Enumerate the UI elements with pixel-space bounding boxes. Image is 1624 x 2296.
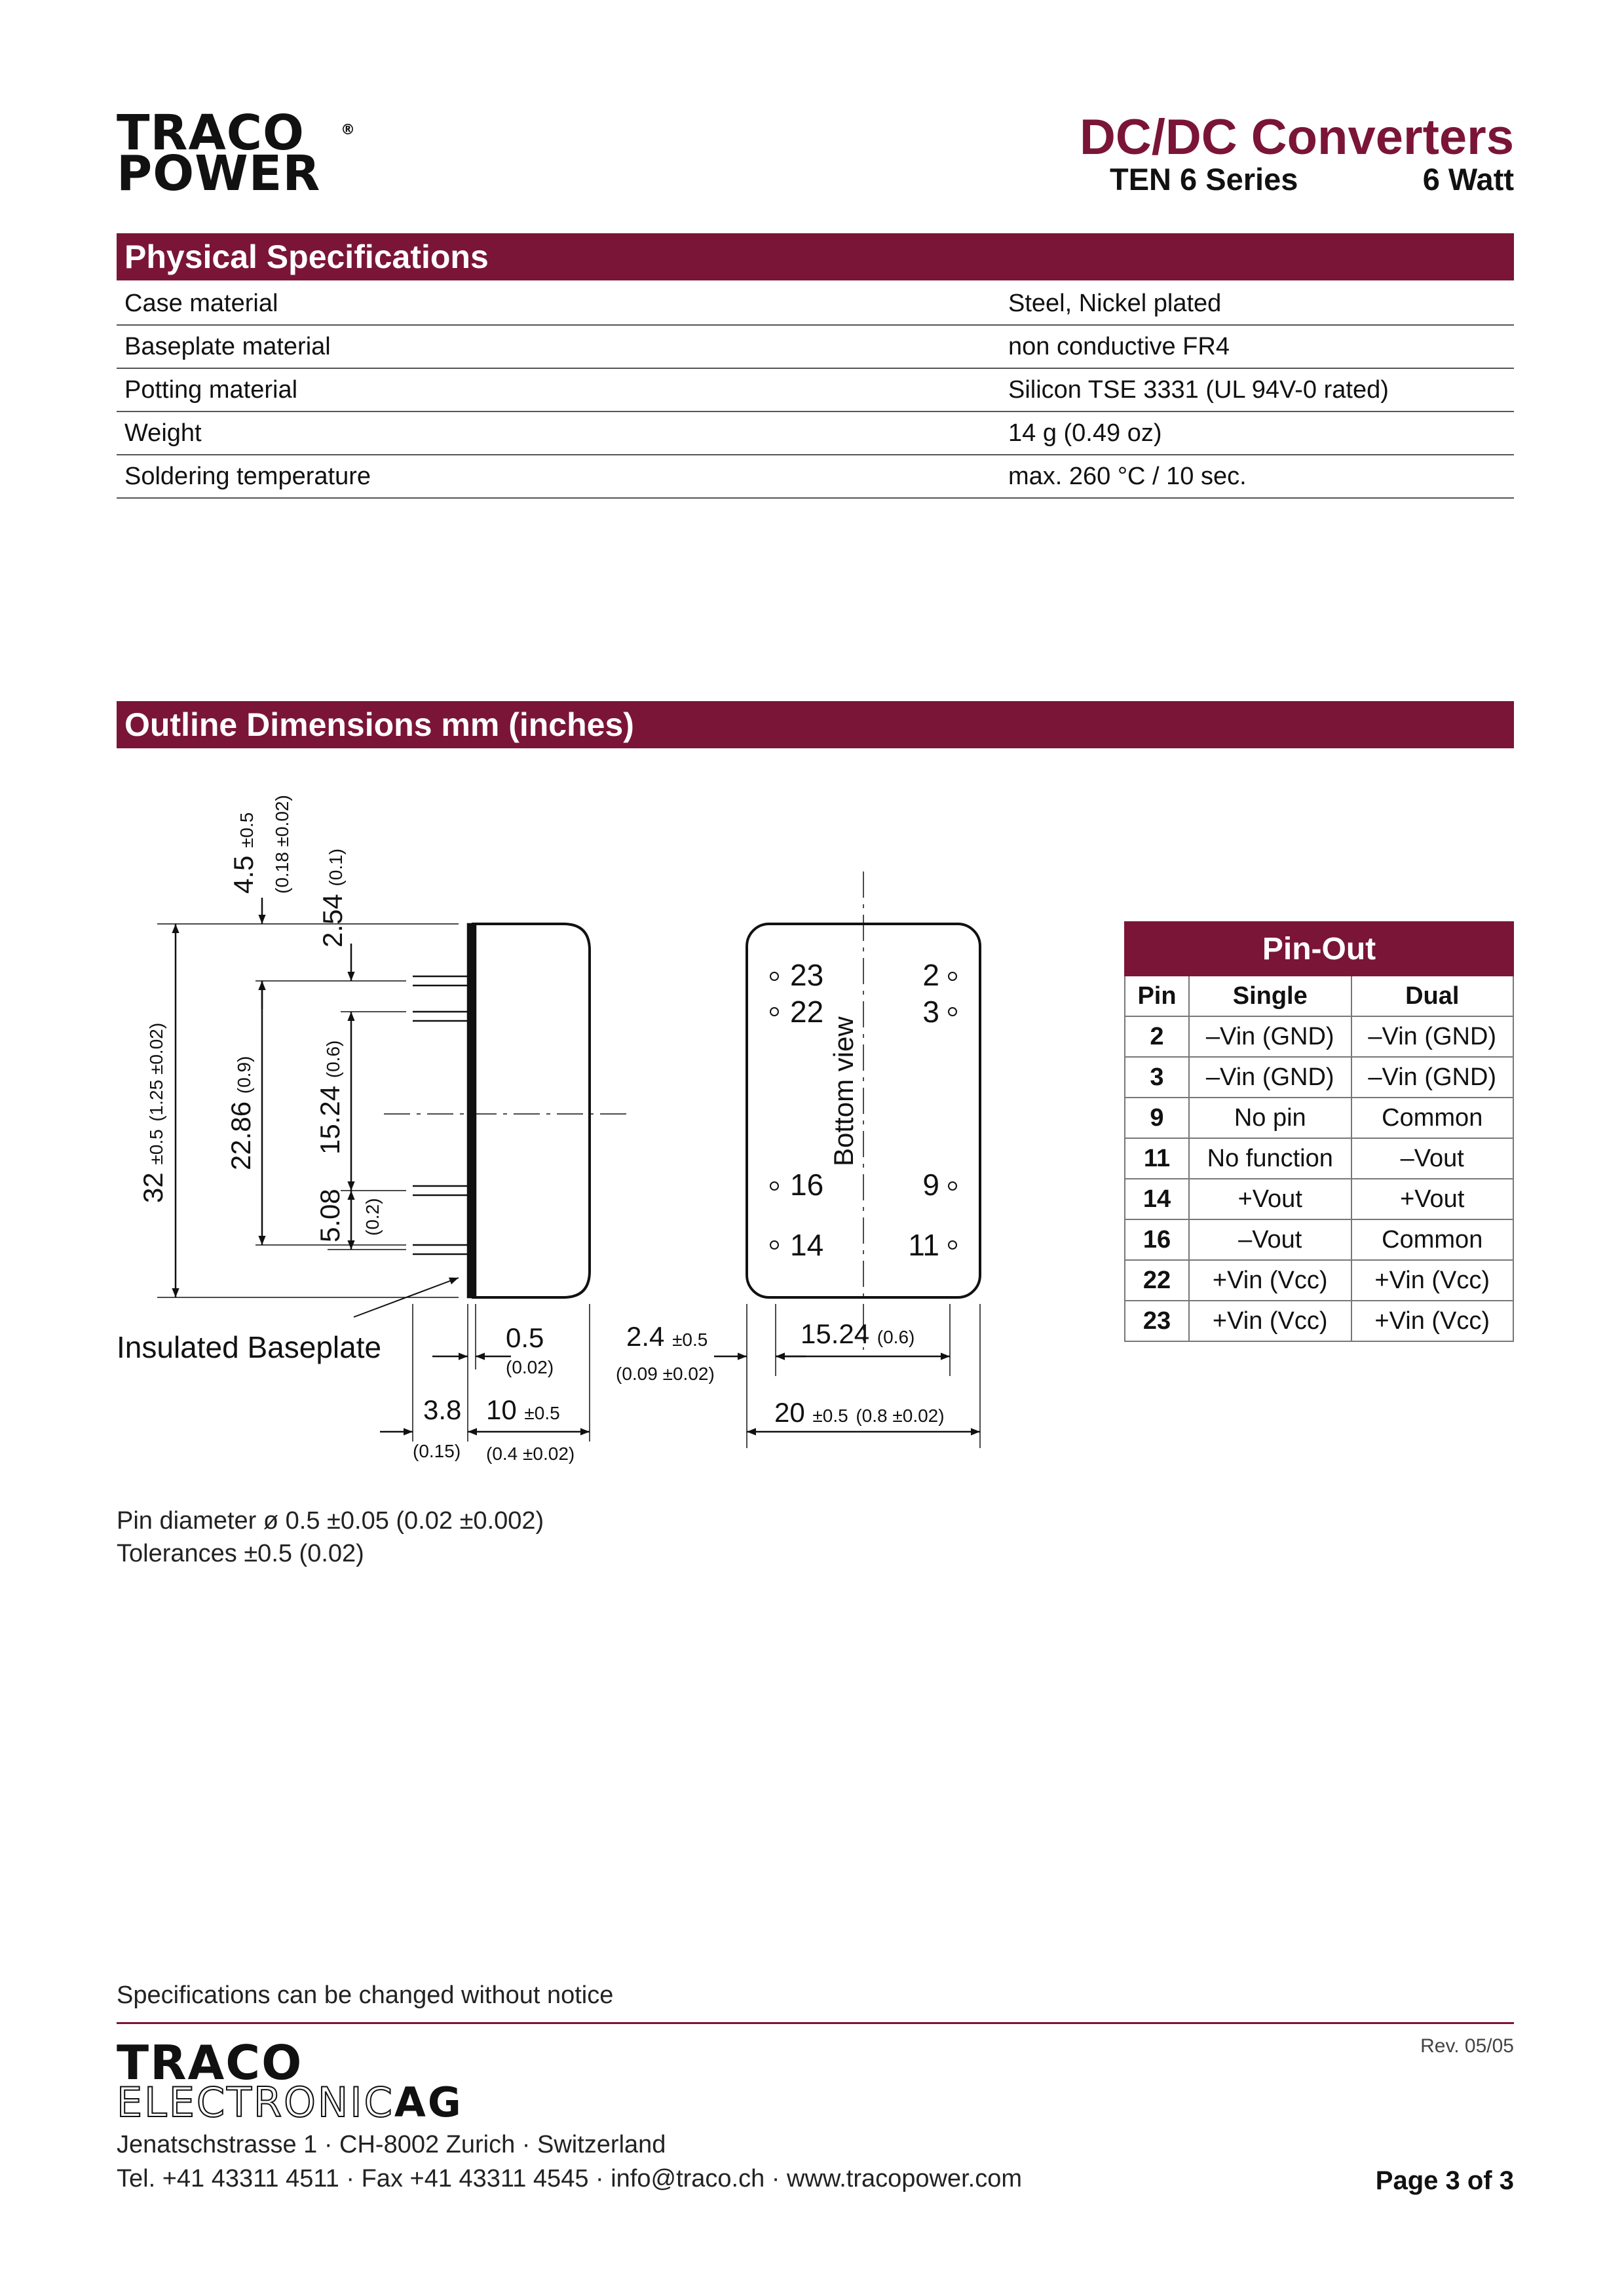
pin-label: 2 <box>922 958 939 992</box>
pin-single: –Vout <box>1189 1219 1351 1260</box>
dim-0-5-inch: (0.02) <box>506 1357 554 1377</box>
spec-label: Weight <box>117 411 1000 455</box>
pin-number: 3 <box>1125 1057 1189 1098</box>
outline-dimensions-heading: Outline Dimensions mm (inches) <box>117 701 1514 748</box>
pin-number: 9 <box>1125 1098 1189 1138</box>
dim-2-54: 2.54 (0.1) <box>317 849 348 947</box>
spec-label: Soldering temperature <box>117 455 1000 498</box>
table-row <box>1125 1260 1513 1301</box>
table-row <box>1125 1138 1513 1179</box>
pin-single: No pin <box>1189 1098 1351 1138</box>
column-header: Dual <box>1351 976 1514 1016</box>
spec-value: Steel, Nickel plated <box>1000 282 1514 325</box>
pin-number: 23 <box>1125 1301 1189 1341</box>
tolerances-note: Tolerances ±0.5 (0.02) <box>117 1540 364 1567</box>
pin-dual: +Vin (Vcc) <box>1351 1260 1514 1301</box>
dim-5-08-inch: (0.2) <box>362 1198 383 1236</box>
pin-single: +Vin (Vcc) <box>1189 1301 1351 1341</box>
bottom-view-label: Bottom view <box>828 1016 859 1166</box>
company-address: Jenatschstrasse 1 · CH-8002 Zurich · Switzerland <box>117 2131 666 2158</box>
pin-single: –Vin (GND) <box>1189 1057 1351 1098</box>
spec-value: max. 260 °C / 10 sec. <box>1000 455 1514 498</box>
column-header: Single <box>1189 976 1351 1016</box>
pin-label: 9 <box>922 1168 939 1202</box>
table-row <box>1125 1057 1513 1098</box>
pin-dual: +Vin (Vcc) <box>1351 1301 1514 1341</box>
pin-dual: –Vin (GND) <box>1351 1016 1514 1057</box>
insulated-baseplate-label: Insulated Baseplate <box>117 1330 382 1364</box>
pin-dual: –Vin (GND) <box>1351 1057 1514 1098</box>
document-title: DC/DC Converters <box>1079 109 1514 165</box>
pin-single: No function <box>1189 1138 1351 1179</box>
spec-value: non conductive FR4 <box>1000 325 1514 368</box>
table-row <box>117 455 1514 498</box>
dim-2-4: 2.4 ±0.5 <box>626 1321 708 1352</box>
physical-specs-heading: Physical Specifications <box>117 233 1514 280</box>
traco-logo: TRACO <box>117 2035 303 2090</box>
outline-drawing <box>0 754 1022 1494</box>
dim-3-8: 3.8 <box>423 1394 462 1425</box>
spec-value: Silicon TSE 3331 (UL 94V-0 rated) <box>1000 368 1514 411</box>
table-row <box>117 368 1514 411</box>
pin-dual: +Vout <box>1351 1179 1514 1219</box>
table-row <box>1125 1179 1513 1219</box>
pin-number: 2 <box>1125 1016 1189 1057</box>
footer-divider <box>117 2022 1514 2024</box>
dim-32: 32 ±0.5 (1.25 ±0.02) <box>138 1022 168 1203</box>
pin-label: 11 <box>908 1228 939 1262</box>
pin-dual: –Vout <box>1351 1138 1514 1179</box>
table-row <box>117 325 1514 368</box>
case-side-outline <box>472 924 590 1297</box>
pin-number: 14 <box>1125 1179 1189 1219</box>
dim-20: 20 ±0.5 (0.8 ±0.02) <box>774 1397 945 1428</box>
spec-label: Baseplate material <box>117 325 1000 368</box>
table-row <box>1125 1016 1513 1057</box>
pin-number: 16 <box>1125 1219 1189 1260</box>
traco-power-logo: TRACO POWER ® <box>117 105 356 202</box>
spec-value: 14 g (0.49 oz) <box>1000 411 1514 455</box>
pin-diameter-note: Pin diameter ø 0.5 ±0.05 (0.02 ±0.002) <box>117 1507 544 1535</box>
pin-single: +Vin (Vcc) <box>1189 1260 1351 1301</box>
company-contact: Tel. +41 43311 4511 · Fax +41 43311 4545 · info@traco.ch · www.tracopower.com <box>117 2165 1023 2192</box>
pin-label: 22 <box>790 995 824 1029</box>
electronic-ag-logo: ELECTRONICAG <box>117 2078 463 2126</box>
pin-label: 23 <box>790 958 824 992</box>
pin-single: +Vout <box>1189 1179 1351 1219</box>
dim-15-24-vertical: 15.24 (0.6) <box>314 1040 345 1155</box>
revision: Rev. 05/05 <box>1420 2035 1514 2057</box>
table-row <box>1125 1219 1513 1260</box>
spec-change-notice: Specifications can be changed without notice <box>117 1981 614 2009</box>
series-subtitle <box>1110 161 1514 197</box>
dim-4-5-inch: (0.18 ±0.02) <box>272 795 292 894</box>
spec-label: Potting material <box>117 368 1000 411</box>
pin-label: 14 <box>790 1228 824 1262</box>
table-row <box>117 282 1514 325</box>
pin-dual: Common <box>1351 1219 1514 1260</box>
table-row <box>1125 1098 1513 1138</box>
pin-number: 22 <box>1125 1260 1189 1301</box>
pin-number: 11 <box>1125 1138 1189 1179</box>
pin-label: 16 <box>790 1168 824 1202</box>
dim-15-24-horizontal: 15.24 (0.6) <box>801 1318 915 1349</box>
table-row <box>1125 1301 1513 1341</box>
column-header: Pin <box>1125 976 1189 1016</box>
dim-5-08: 5.08 <box>314 1189 345 1242</box>
page-number: Page 3 of 3 <box>1375 2166 1514 2195</box>
dim-0-5: 0.5 <box>506 1322 544 1353</box>
pin-label: 3 <box>922 995 939 1029</box>
pin-dual: Common <box>1351 1098 1514 1138</box>
dim-10: 10 ±0.5 <box>486 1394 560 1425</box>
dim-2-4-inch: (0.09 ±0.02) <box>616 1364 715 1384</box>
series-name: TEN 6 Series <box>1110 162 1298 197</box>
dim-4-5: 4.5 ±0.5 <box>228 812 259 894</box>
table-row <box>117 411 1514 455</box>
dim-22-86: 22.86 (0.9) <box>225 1056 256 1170</box>
pinout-table <box>1124 921 1514 1342</box>
insulated-baseplate <box>468 924 476 1297</box>
spec-label: Case material <box>117 282 1000 325</box>
pin-single: –Vin (GND) <box>1189 1016 1351 1057</box>
dim-3-8-inch: (0.15) <box>413 1441 461 1461</box>
dim-10-inch: (0.4 ±0.02) <box>486 1444 575 1464</box>
pinout-title: Pin-Out <box>1125 922 1513 976</box>
physical-specs-table <box>117 282 1514 499</box>
wattage: 6 Watt <box>1422 162 1514 197</box>
